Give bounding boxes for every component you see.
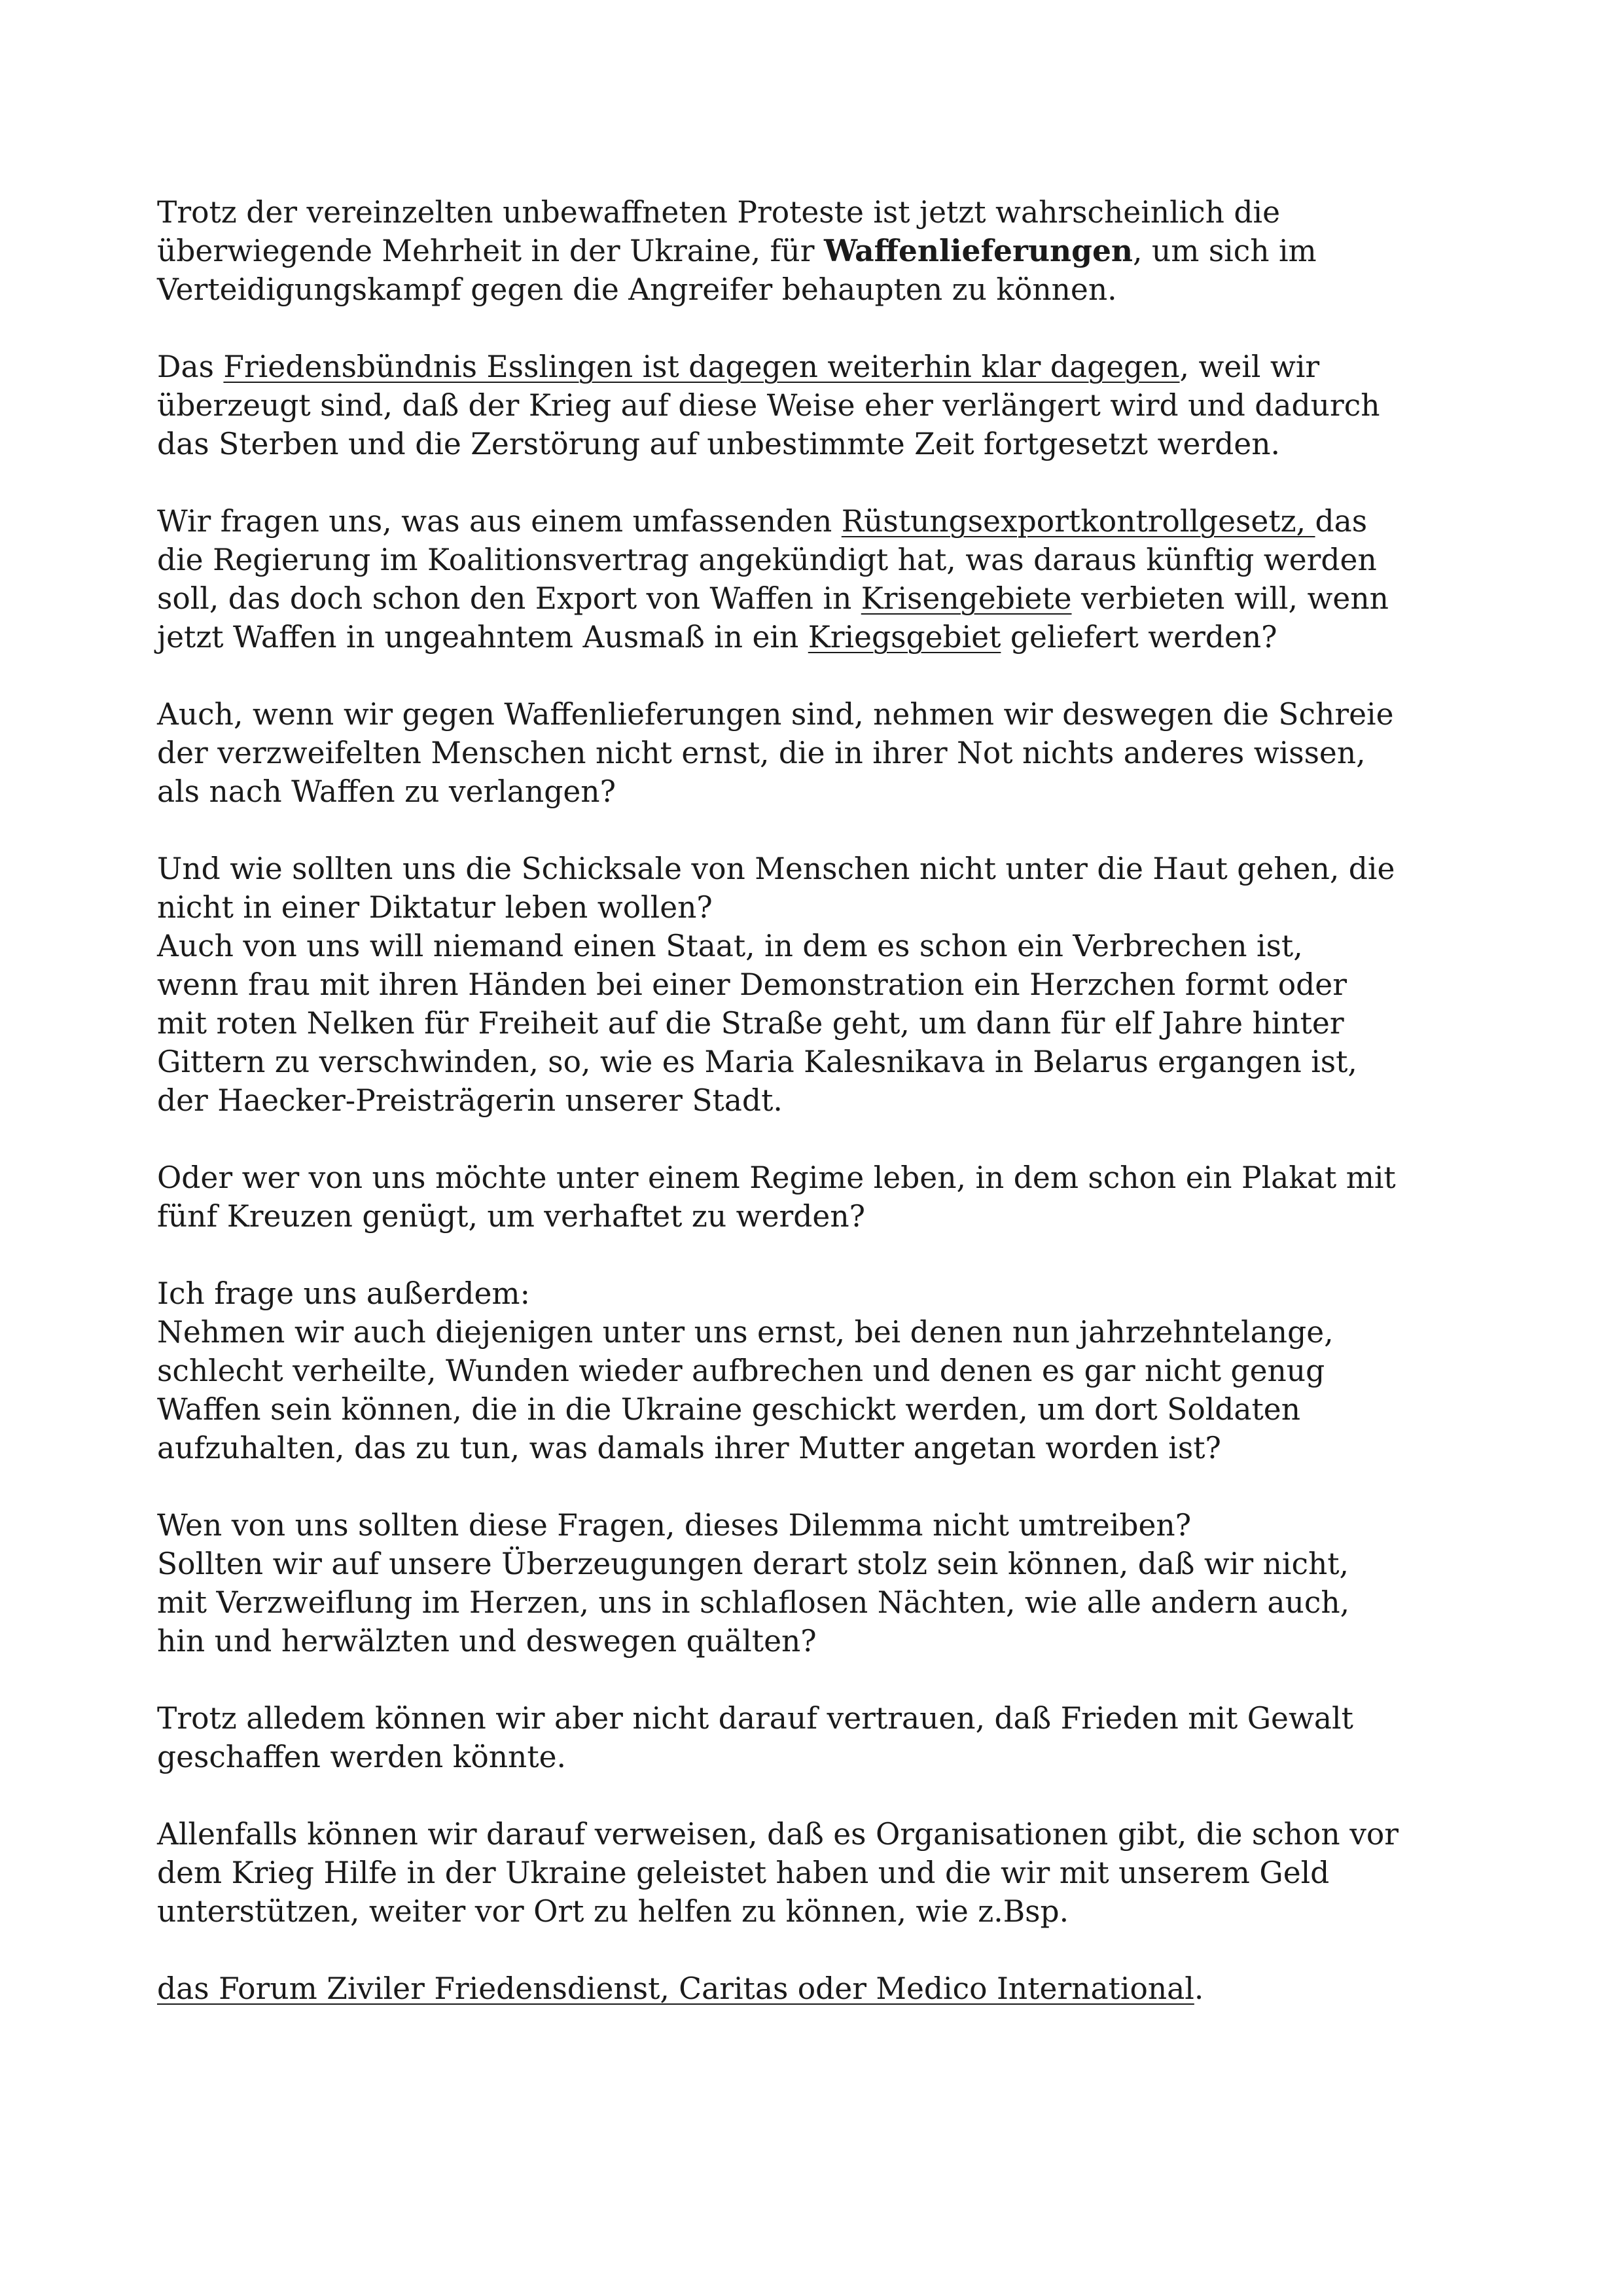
paragraph-regime xyxy=(157,1158,1505,1236)
document-page xyxy=(157,193,1505,2047)
text-line: Nehmen wir auch diejenigen unter uns ernst, bei denen nun jahrzehntelange, xyxy=(157,1315,1334,1350)
text-line: Oder wer von uns möchte unter einem Regime leben, in dem schon ein Plakat mit xyxy=(157,1160,1396,1195)
text-line: als nach Waffen zu verlangen? xyxy=(157,774,616,809)
text-line: aufzuhalten, das zu tun, was damals ihrer Mutter angetan worden ist? xyxy=(157,1431,1221,1465)
text-line: fünf Kreuzen genügt, um verhaftet zu werden? xyxy=(157,1199,866,1234)
text-line: Und wie sollten uns die Schicksale von Menschen nicht unter die Haut gehen, die xyxy=(157,852,1395,886)
text-line: dem Krieg Hilfe in der Ukraine geleistet haben und die wir mit unserem Geld xyxy=(157,1856,1330,1890)
underlined-kriegsgebiet: Kriegsgebiet xyxy=(808,620,1001,655)
text-line: Trotz alledem können wir aber nicht darauf vertrauen, daß Frieden mit Gewalt xyxy=(157,1701,1353,1736)
text-line xyxy=(157,618,1505,656)
text-line: mit roten Nelken für Freiheit auf die Straße geht, um dann für elf Jahre hinter xyxy=(157,1006,1344,1041)
text-line: die Regierung im Koalitionsvertrag angekündigt hat, was daraus künftig werden xyxy=(157,543,1377,577)
underlined-friedensbuendnis: Friedensbündnis Esslingen ist dagegen weiterhin klar dagegen xyxy=(223,350,1180,384)
text-line: wenn frau mit ihren Händen bei einer Demonstration ein Herzchen formt oder xyxy=(157,967,1347,1002)
text-segment: Wir fragen uns, was aus einem umfassenden xyxy=(157,504,842,539)
paragraph-wunden xyxy=(157,1313,1505,1467)
paragraph-gewalt xyxy=(157,1699,1505,1776)
text-segment: überwiegende Mehrheit in der Ukraine, für xyxy=(157,234,824,268)
text-line: geschaffen werden könnte. xyxy=(157,1740,567,1774)
text-line: der verzweifelten Menschen nicht ernst, die in ihrer Not nichts anderes wissen, xyxy=(157,736,1366,770)
text-segment: das xyxy=(1315,504,1368,539)
text-segment: verbieten will, wenn xyxy=(1071,581,1389,616)
underlined-krisengebiete: Krisengebiete xyxy=(861,581,1072,616)
text-line: Waffen sein können, die in die Ukraine geschickt werden, um dort Soldaten xyxy=(157,1392,1301,1427)
paragraph-ruestungsexport xyxy=(157,502,1505,656)
text-line xyxy=(157,579,1505,618)
text-segment: Das xyxy=(157,350,224,384)
paragraph-organisationen xyxy=(157,1815,1505,1931)
text-line xyxy=(157,1969,1505,2008)
paragraph-ich-frage xyxy=(157,1274,1505,1313)
paragraph-schicksale xyxy=(157,850,1505,927)
underlined-organisations-list: das Forum Ziviler Friedensdienst, Caritas oder Medico International xyxy=(157,1971,1194,2006)
paragraph-schreie xyxy=(157,695,1505,811)
text-segment: geliefert werden? xyxy=(1001,620,1277,655)
text-line: Verteidigungskampf gegen die Angreifer behaupten zu können. xyxy=(157,272,1117,307)
paragraph-friedensbuendnis xyxy=(157,348,1505,463)
paragraph-waffenlieferungen xyxy=(157,193,1505,309)
text-segment: , um sich im xyxy=(1132,234,1317,268)
text-line: Ich frage uns außerdem: xyxy=(157,1276,530,1311)
underlined-ruestungsexportkontrollgesetz: Rüstungsexportkontrollgesetz, xyxy=(841,504,1315,539)
paragraph-dilemma xyxy=(157,1506,1505,1545)
text-line: Allenfalls können wir darauf verweisen, daß es Organisationen gibt, die schon vor xyxy=(157,1817,1399,1852)
text-line: nicht in einer Diktatur leben wollen? xyxy=(157,890,713,925)
text-line xyxy=(157,232,1505,270)
paragraph-ueberzeugungen xyxy=(157,1545,1505,1660)
text-segment: . xyxy=(1194,1971,1204,2006)
text-line: der Haecker-Preisträgerin unserer Stadt. xyxy=(157,1083,783,1118)
text-line xyxy=(157,348,1505,386)
text-line: schlecht verheilte, Wunden wieder aufbrechen und denen es gar nicht genug xyxy=(157,1354,1325,1388)
text-line: mit Verzweiflung im Herzen, uns in schlaflosen Nächten, wie alle andern auch, xyxy=(157,1585,1350,1620)
text-line: Auch von uns will niemand einen Staat, in dem es schon ein Verbrechen ist, xyxy=(157,929,1303,963)
text-line: Trotz der vereinzelten unbewaffneten Proteste ist jetzt wahrscheinlich die xyxy=(157,195,1281,230)
text-line: Auch, wenn wir gegen Waffenlieferungen sind, nehmen wir deswegen die Schreie xyxy=(157,697,1394,732)
text-line: das Sterben und die Zerstörung auf unbestimmte Zeit fortgesetzt werden. xyxy=(157,427,1280,461)
text-line: Sollten wir auf unsere Überzeugungen derart stolz sein können, daß wir nicht, xyxy=(157,1547,1349,1581)
paragraph-forum xyxy=(157,1969,1505,2008)
bold-term-waffenlieferungen: Waffenlieferungen xyxy=(823,233,1133,268)
text-segment: soll, das doch schon den Export von Waffen in xyxy=(157,581,861,616)
paragraph-kalesnikava xyxy=(157,927,1505,1120)
text-segment: , weil wir xyxy=(1179,350,1320,384)
text-segment: jetzt Waffen in ungeahntem Ausmaß in ein xyxy=(157,620,808,655)
text-line: unterstützen, weiter vor Ort zu helfen zu können, wie z.Bsp. xyxy=(157,1894,1069,1929)
text-line: Gittern zu verschwinden, so, wie es Maria Kalesnikava in Belarus ergangen ist, xyxy=(157,1045,1357,1079)
text-line: Wen von uns sollten diese Fragen, dieses Dilemma nicht umtreiben? xyxy=(157,1508,1192,1543)
text-line: hin und herwälzten und deswegen quälten? xyxy=(157,1624,817,1659)
text-line xyxy=(157,502,1505,541)
text-line: überzeugt sind, daß der Krieg auf diese Weise eher verlängert wird und dadurch xyxy=(157,388,1380,423)
